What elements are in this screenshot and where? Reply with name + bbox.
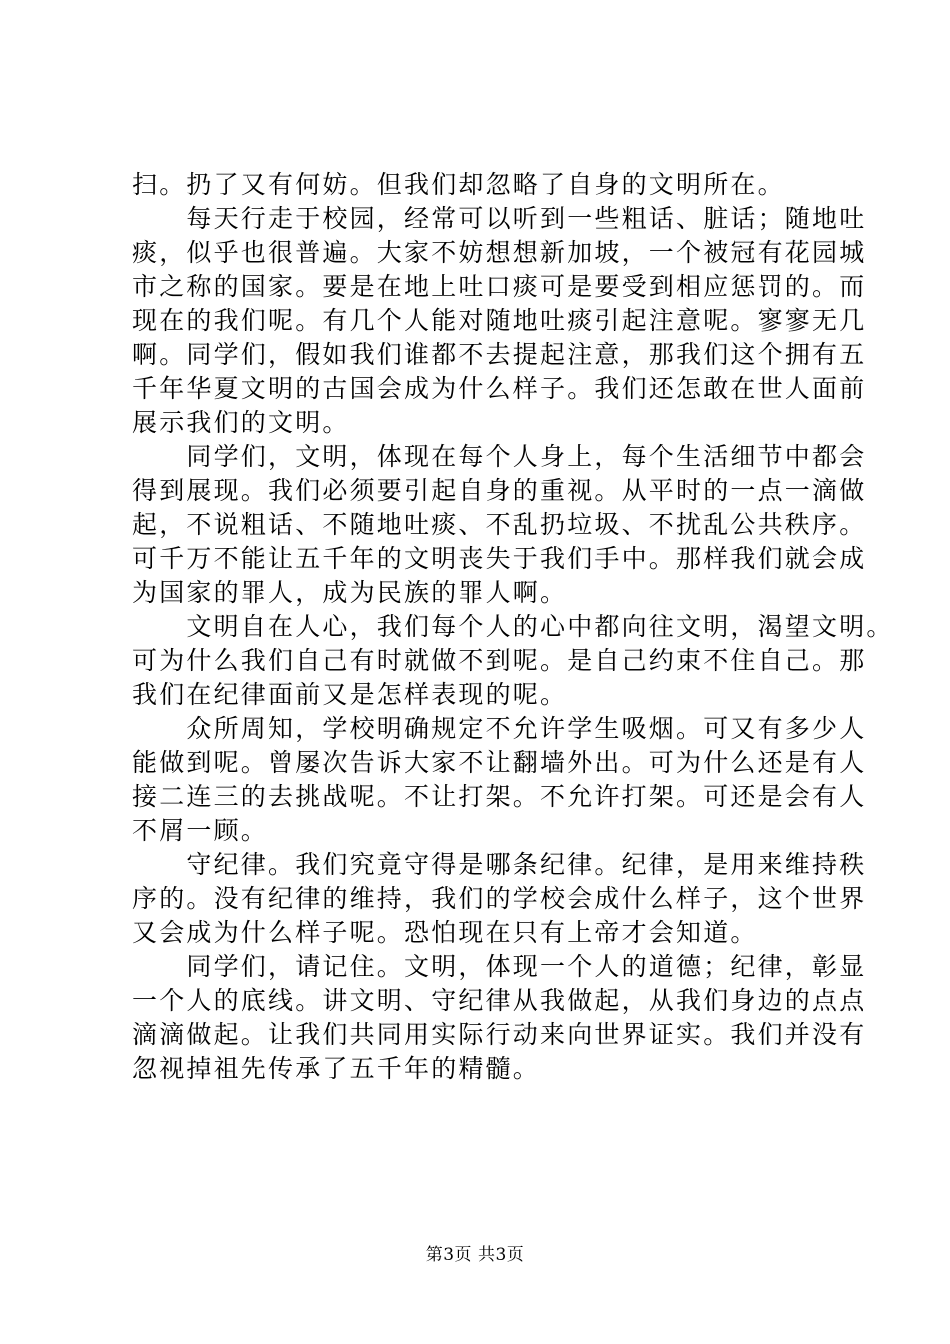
text-line: 文明自在人心，我们每个人的心中都向往文明，渴望文明。 (132, 612, 894, 641)
text-line: 序的。没有纪律的维持，我们的学校会成什么样子，这个世界 (132, 884, 867, 913)
text-line: 展示我们的文明。 (132, 408, 350, 437)
text-line: 不屑一顾。 (132, 816, 269, 845)
text-line: 能做到呢。曾屡次告诉大家不让翻墙外出。可为什么还是有人 (132, 748, 867, 777)
text-line: 痰，似乎也很普遍。大家不妨想想新加坡，一个被冠有花园城 (132, 238, 867, 267)
text-line: 接二连三的去挑战呢。不让打架。不允许打架。可还是会有人 (132, 782, 867, 811)
text-line: 守纪律。我们究竟守得是哪条纪律。纪律，是用来维持秩 (132, 850, 867, 879)
text-line: 扫。扔了又有何妨。但我们却忽略了自身的文明所在。 (132, 170, 785, 199)
text-line: 一个人的底线。讲文明、守纪律从我做起，从我们身边的点点 (132, 986, 867, 1015)
text-line: 忽视掉祖先传承了五千年的精髓。 (132, 1054, 541, 1083)
text-line: 同学们，请记住。文明，体现一个人的道德；纪律，彰显 (132, 952, 867, 981)
text-line: 每天行走于校园，经常可以听到一些粗话、脏话；随地吐 (132, 204, 867, 233)
text-line: 得到展现。我们必须要引起自身的重视。从平时的一点一滴做 (132, 476, 867, 505)
text-line: 为国家的罪人，成为民族的罪人啊。 (132, 578, 568, 607)
text-line: 我们在纪律面前又是怎样表现的呢。 (132, 680, 568, 709)
text-line: 现在的我们呢。有几个人能对随地吐痰引起注意呢。寥寥无几 (132, 306, 867, 335)
text-line: 同学们，文明，体现在每个人身上，每个生活细节中都会 (132, 442, 867, 471)
text-line: 滴滴做起。让我们共同用实际行动来向世界证实。我们并没有 (132, 1020, 867, 1049)
body-text (132, 168, 894, 1086)
text-line: 可千万不能让五千年的文明丧失于我们手中。那样我们就会成 (132, 544, 867, 573)
text-line: 啊。同学们，假如我们谁都不去提起注意，那我们这个拥有五 (132, 340, 867, 369)
text-line: 可为什么我们自己有时就做不到呢。是自己约束不住自己。那 (132, 646, 867, 675)
page-footer: 第3页 共3页 (425, 1245, 525, 1265)
text-line: 起，不说粗话、不随地吐痰、不乱扔垃圾、不扰乱公共秩序。 (132, 510, 867, 539)
text-line: 众所周知，学校明确规定不允许学生吸烟。可又有多少人 (132, 714, 867, 743)
text-line: 千年华夏文明的古国会成为什么样子。我们还怎敢在世人面前 (132, 374, 867, 403)
text-line: 市之称的国家。要是在地上吐口痰可是要受到相应惩罚的。而 (132, 272, 867, 301)
text-line: 又会成为什么样子呢。恐怕现在只有上帝才会知道。 (132, 918, 758, 947)
